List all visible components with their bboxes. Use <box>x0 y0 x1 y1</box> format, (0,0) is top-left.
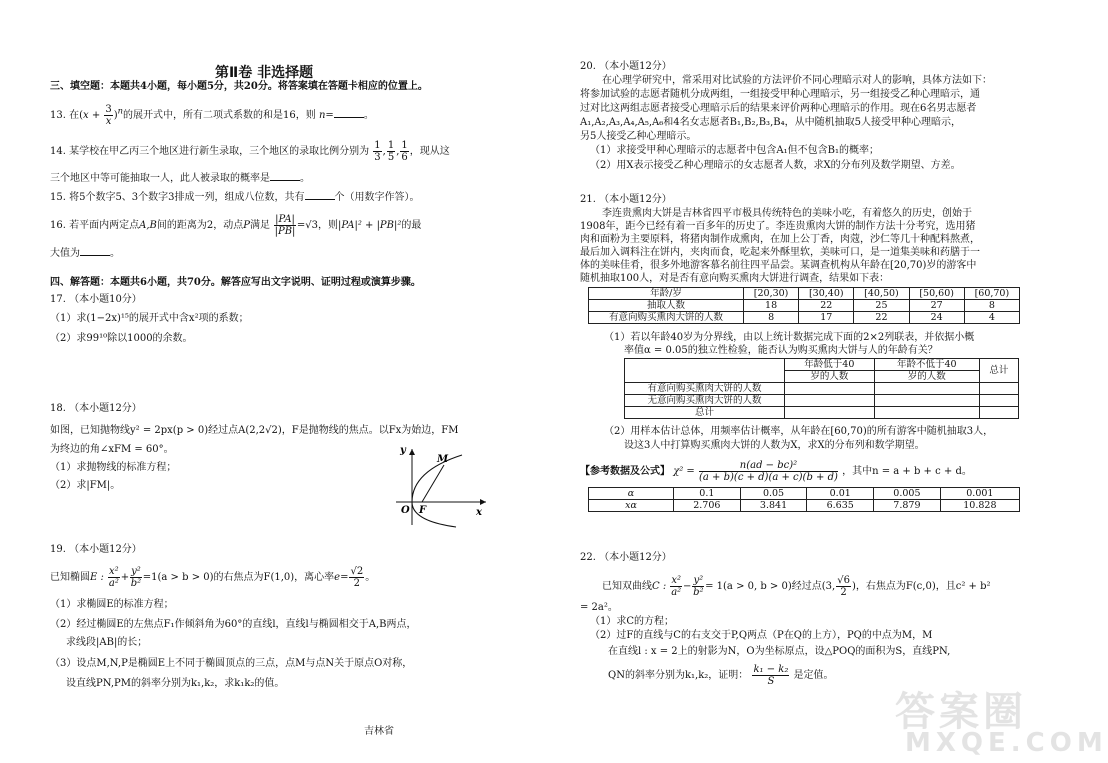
q15-text: 15. 将5个数字5、3个数字3排成一列，组成八位数，共有 <box>50 192 305 203</box>
f2-den: 5 <box>387 152 395 163</box>
q20-line1: 在心理学研究中，常采用对比试验的方法评价不同心理暗示对人的影响，具体方法如下： <box>602 75 992 86</box>
f3-num: 1 <box>401 140 408 151</box>
table-cell: 4 <box>964 312 1019 324</box>
fraction <box>670 575 682 598</box>
table-row <box>625 395 1019 407</box>
q14-tail: ，现从这 <box>409 146 450 157</box>
question-14-line2 <box>50 171 310 185</box>
footer-province: 吉林省 <box>364 726 394 737</box>
q16-end: 。 <box>110 248 120 259</box>
page-title: 第Ⅱ卷 非选择题 <box>215 65 314 81</box>
q20-head: 20. （本小题12分） <box>580 61 672 72</box>
answer-cell[interactable] <box>979 395 1018 407</box>
question-13: 13. 在(x + $\frac{3}{x}$ )$^n$的展开式中，所有二项式系数的和是16，则 n= 。 <box>50 104 374 127</box>
q13-eq: = <box>325 110 334 121</box>
q20-part2: （2）用X表示接受乙种心理暗示的女志愿者人数，求X的分布列及数学期望、方差。 <box>590 160 961 171</box>
q19-l1a: 已知椭圆 <box>50 572 90 583</box>
q17-part2: （2）求99¹⁰除以1000的余数。 <box>50 333 193 344</box>
q16-p: P <box>243 220 250 231</box>
table-cell: 有意向购买熏肉大饼的人数 <box>625 383 785 395</box>
question-14: 14. 某学校在甲乙丙三个地区进行新生录取，三个地区的录取比例分别为 $\frac{1}{3}$ , $\frac{1}{5}$ , $\frac{1}{6}$ ，现从这 <box>50 140 450 163</box>
q20-part1: （1）求接受甲种心理暗示的志愿者中包含A₁但不包含B₁的概率； <box>590 145 879 156</box>
q21-reference <box>580 460 972 483</box>
chi-square-formula <box>699 460 838 483</box>
q19-head: 19. （本小题12分） <box>50 544 142 555</box>
q22-l1a: 已知双曲线 <box>602 581 652 592</box>
kd: S <box>767 676 775 687</box>
q21-part2a: （2）用样本估计总体，用频率估计概率，从年龄在[60,70)的所有游客中随机抽取3人， <box>604 426 994 437</box>
table-row <box>589 500 1020 512</box>
q21-line3: 肉和面粉为主要原料，将猪肉制作成熏肉，在加上公丁香，肉蔻，沙仁等几十种配料熬煮， <box>580 234 980 245</box>
q22-name: C : <box>652 581 667 592</box>
fraction <box>400 140 408 163</box>
xd: a² <box>108 578 119 589</box>
q22-l1c: )，右焦点为F(c,0)，且c² + b² <box>851 581 991 592</box>
q14-end: 。 <box>300 173 310 184</box>
q16-fnum: |PA| <box>275 214 295 225</box>
f3-den: 6 <box>401 152 408 163</box>
q22-p2d: 是定值。 <box>793 670 834 681</box>
fraction <box>373 140 381 163</box>
table-cell: 0.001 <box>940 488 1019 500</box>
answer-cell[interactable] <box>785 395 875 407</box>
watermark-url: MXQE.COM <box>905 728 1108 758</box>
table-row <box>625 383 1019 395</box>
pn: √6 <box>837 575 850 586</box>
q16-c: 满足 <box>249 220 270 231</box>
table-cell: xα <box>589 500 674 512</box>
fraction <box>130 566 142 589</box>
q19-l1b: (a > b > 0)的右焦点为F(1,0)，离心率 <box>157 572 335 583</box>
q16-fden: |PB| <box>274 226 296 237</box>
q18-head: 18. （本小题12分） <box>50 403 142 414</box>
q15-end: 个（用数字作答）。 <box>334 192 420 203</box>
q14-line2: 三个地区中等可能抽取一人，此人被录取的概率是 <box>50 173 270 184</box>
table-header: 总计 <box>979 359 1018 383</box>
q13-end: 。 <box>363 110 374 121</box>
q22-part2b: 在直线l : x = 2上的射影为N，O为坐标原点，设△POQ的面积为S，直线PN, <box>608 646 951 657</box>
q21-part1a: （1）若以年龄40岁为分界线，由以上统计数据完成下面的2×2列联表，并依据小概 <box>604 332 975 343</box>
q20-line4: A₁,A₂,A₃,A₄,A₅,A₆和4名女志愿者B₁,B₂,B₃,B₄，从中随机抽取5人接受甲种心理暗示， <box>580 117 961 128</box>
pd: 2 <box>840 587 847 598</box>
q22-line1: 已知双曲线C : $\frac{\text{x²}}{\text{a²}}$ − $\frac{\text{y²}}{\text{b²}}$ = 1(a > 0, b > 0)经过点(3, $\frac{√6}{2}$ )，右焦点为F(c,0)，且c² + b² <box>602 575 991 598</box>
q16-f: 的最 <box>401 220 422 231</box>
kn: k₁ − k₂ <box>753 664 789 675</box>
table-row <box>589 288 1020 300</box>
table-cell: 27 <box>909 300 964 312</box>
contingency-table <box>624 358 1019 419</box>
table-cell: 总计 <box>625 407 785 419</box>
f1-num: 1 <box>374 140 381 151</box>
table-cell: 8 <box>744 312 799 324</box>
label-O: O <box>401 505 410 516</box>
question-16-line2 <box>50 246 120 260</box>
q21-line2: 1908年，距今已经有着一百多年的历史了。李连贵熏肉大饼的制作方法十分考究，选用猪 <box>580 221 976 232</box>
q22-part1: （1）求C的方程； <box>590 616 675 627</box>
answer-blank[interactable] <box>80 246 110 256</box>
age-survey-table <box>588 287 1020 324</box>
answer-blank[interactable] <box>334 108 364 118</box>
xn: x² <box>109 566 119 577</box>
table-cell: 18 <box>744 300 799 312</box>
answer-cell[interactable] <box>979 407 1018 419</box>
q13-fraction: $\frac{3}{x}$ <box>105 104 112 127</box>
formula-num: n(ad − bc)² <box>699 460 838 472</box>
table-cell: 8 <box>964 300 1019 312</box>
q19-part2b: 求线段|AB|的长； <box>66 637 148 648</box>
q14-lead: 14. 某学校在甲乙丙三个地区进行新生录取，三个地区的录取比例分别为 <box>50 146 370 157</box>
q22-p2c: QN的斜率分别为k₁,k₂，证明： <box>608 670 749 681</box>
q19-part3a: （3）设点M,N,P是椭圆E上不同于椭圆顶点的三点，点M与点N关于原点O对称， <box>50 658 413 669</box>
yd: b² <box>130 578 142 589</box>
table-cell: 25 <box>854 300 909 312</box>
ed: 2 <box>353 578 361 589</box>
q16-line2: 大值为 <box>50 248 80 259</box>
table-cell <box>625 359 785 383</box>
q22-part2c <box>608 664 834 687</box>
q21-head: 21. （本小题12分） <box>580 194 672 205</box>
table-header: 岁的人数 <box>874 371 979 383</box>
parabola-curve <box>412 455 462 527</box>
section3-heading: 三、填空题：本题共4小题，每小题5分，共20分。将答案填在答题卡相应的位置上。 <box>50 81 428 92</box>
q16-e: |PA|² + |PB|² <box>338 220 402 231</box>
table-cell: 0.005 <box>874 488 941 500</box>
table-cell: 有意向购买熏肉大饼的人数 <box>589 312 744 324</box>
question-15 <box>50 190 420 204</box>
table-row <box>589 312 1020 324</box>
table-cell: 17 <box>799 312 854 324</box>
q19-line1: 已知椭圆E : $\frac{\text{x²}}{\text{a²}}$ + $\frac{\text{y²}}{\text{b²}}$ =1(a > b > 0)的右焦点为F(1,0)，离心率e= $\frac{√2}{2}$ 。 <box>50 566 376 589</box>
f2-num: 1 <box>387 140 395 151</box>
q19-part3b: 设直线PN,PM的斜率分别为k₁,k₂，求k₁k₂的值。 <box>66 678 285 689</box>
answer-cell[interactable] <box>874 383 979 395</box>
answer-cell[interactable] <box>874 395 979 407</box>
q19-l1c: 。 <box>365 572 376 583</box>
table-row <box>625 359 1019 371</box>
y-axis-arrow <box>409 449 415 455</box>
parabola-figure <box>392 445 488 527</box>
fraction <box>752 664 789 687</box>
fraction <box>349 566 364 589</box>
table-cell: 0.1 <box>674 488 741 500</box>
q19-name: E : <box>90 572 104 583</box>
q22-part2a: （2）过F的直线与C的右支交于P,Q两点（P在Q的上方），PQ的中点为M，M <box>590 630 933 641</box>
answer-cell[interactable] <box>785 383 875 395</box>
q13-lead: 13. 在 <box>50 110 80 121</box>
answer-cell[interactable] <box>874 407 979 419</box>
q20-line5: 另5人接受乙种心理暗示。 <box>580 131 697 142</box>
watermark-logo: 答案圈 <box>895 689 1027 735</box>
fraction <box>108 566 120 589</box>
q17-head: 17. （本小题10分） <box>50 294 142 305</box>
table-cell: 无意向购买熏肉大饼的人数 <box>625 395 785 407</box>
label-x: x <box>476 507 482 518</box>
table-row <box>625 407 1019 419</box>
formula-den: (a + b)(c + d)(a + c)(b + d) <box>699 472 838 483</box>
chi-symbol: χ² = <box>673 466 695 477</box>
q22-head: 22. （本小题12分） <box>580 552 672 563</box>
q13-var: n <box>318 110 326 121</box>
q16-d: =√3，则 <box>296 220 339 231</box>
q21-line6: 随机抽取100人，对是否有意向购买熏肉大饼进行调查，结果如下表： <box>580 273 890 284</box>
table-cell: [60,70) <box>964 288 1019 300</box>
table-header: 年龄低于40 <box>785 359 875 371</box>
yn: y² <box>693 575 704 586</box>
yn: y² <box>131 566 141 577</box>
table-cell: 0.01 <box>807 488 874 500</box>
q19-part1: （1）求椭圆E的标准方程； <box>50 599 174 610</box>
table-cell: 10.828 <box>940 500 1019 512</box>
xn: x² <box>671 575 682 586</box>
table-cell: 3.841 <box>740 500 807 512</box>
q22-l1b: = 1(a > 0, b > 0)经过点(3, <box>705 581 836 592</box>
q19-part2a: （2）经过椭圆E的左焦点F₁作倾斜角为60°的直线l，直线l与椭圆相交于A,B两点， <box>50 619 417 630</box>
q16-ab: A,B <box>139 220 157 231</box>
q21-line1: 李连贵熏肉大饼是吉林省四平市极具传统特色的美味小吃，有着悠久的历史，创始于 <box>602 208 972 219</box>
q22-line2: = 2a²。 <box>580 602 618 613</box>
ref-label: 【参考数据及公式】 <box>580 466 670 477</box>
fraction <box>692 575 704 598</box>
label-M: M <box>437 454 449 465</box>
table-cell: [20,30) <box>744 288 799 300</box>
table-cell: 0.05 <box>740 488 807 500</box>
answer-cell[interactable] <box>785 407 875 419</box>
table-cell: 22 <box>854 312 909 324</box>
q13-body: 的展开式中，所有二项式系数的和是16，则 <box>123 110 316 121</box>
x-axis-arrow <box>480 499 486 505</box>
table-cell: 年龄/岁 <box>589 288 744 300</box>
q21-part2b: 设这3人中打算购买熏肉大饼的人数为X，求X的分布列和数学期望。 <box>624 440 925 451</box>
answer-blank[interactable] <box>305 190 335 200</box>
segment-FM <box>422 465 444 502</box>
q21-part1b: 率值α = 0.05的独立性检验，能否认为购买熏肉大饼与人的年龄有关？ <box>624 345 938 356</box>
table-cell: 2.706 <box>674 500 741 512</box>
yd: b² <box>693 587 704 598</box>
q19-e: e <box>334 572 341 583</box>
q17-part1: （1）求(1−2x)¹⁵的展开式中含x²项的系数； <box>50 313 249 324</box>
table-cell: α <box>589 488 674 500</box>
q21-line5: 体的美味佳肴，很多外地游客慕名前往四平品尝。某调查机构从年龄在[20,70)岁的游客中 <box>580 260 977 271</box>
fraction <box>387 140 395 163</box>
table-cell: 22 <box>799 300 854 312</box>
table-cell: 6.635 <box>807 500 874 512</box>
table-cell: 24 <box>909 312 964 324</box>
q18-part2: （2）求|FM|。 <box>50 480 121 491</box>
question-16 <box>50 214 421 237</box>
table-cell: 抽取人数 <box>589 300 744 312</box>
table-row <box>589 300 1020 312</box>
table-header: 岁的人数 <box>785 371 875 383</box>
q16-fraction <box>274 214 296 237</box>
critical-value-table <box>588 487 1020 512</box>
label-F: F <box>419 505 427 516</box>
q18-part1: （1）求抛物线的标准方程； <box>50 462 177 473</box>
q16-a: 16. 若平面内两定点 <box>50 220 140 231</box>
q21-line4: 最后加入调料注在饼内，夹肉而食，吃起来外酥里软，美味可口，是一道集美味和药膳于一 <box>580 247 980 258</box>
table-row <box>589 488 1020 500</box>
table-cell: [30,40) <box>799 288 854 300</box>
label-y: y <box>400 445 406 456</box>
q16-b: 间的距离为2，动点 <box>156 220 244 231</box>
section4-heading: 四、解答题：本题共6小题，共70分。解答应写出文字说明、证明过程或演算步骤。 <box>50 277 421 288</box>
table-header: 年龄不低于40 <box>874 359 979 371</box>
q18-line2: 为终边的角∠xFM = 60°。 <box>50 444 174 455</box>
table-cell: [40,50) <box>854 288 909 300</box>
q18-line1: 如图，已知抛物线y² = 2px(p > 0)经过点A(2,2√2)，F是抛物线的焦点。以Fx为始边，FM <box>50 425 459 436</box>
q20-line2: 将参加试验的志愿者随机分成两组，一组接受甲种心理暗示，另一组接受乙种心理暗示，通 <box>580 89 980 100</box>
fraction <box>836 575 851 598</box>
ref-tail: ，其中n = a + b + c + d。 <box>842 466 972 477</box>
table-cell: 7.879 <box>874 500 941 512</box>
answer-cell[interactable] <box>979 383 1018 395</box>
answer-blank[interactable] <box>270 171 300 181</box>
xd: a² <box>671 587 682 598</box>
table-cell: [50,60) <box>909 288 964 300</box>
en: √2 <box>350 566 364 577</box>
f1-den: 3 <box>374 152 381 163</box>
q20-line3: 过对比这两组志愿者接受心理暗示后的结果来评价两种心理暗示的作用。现在6名男志愿者 <box>580 103 977 114</box>
